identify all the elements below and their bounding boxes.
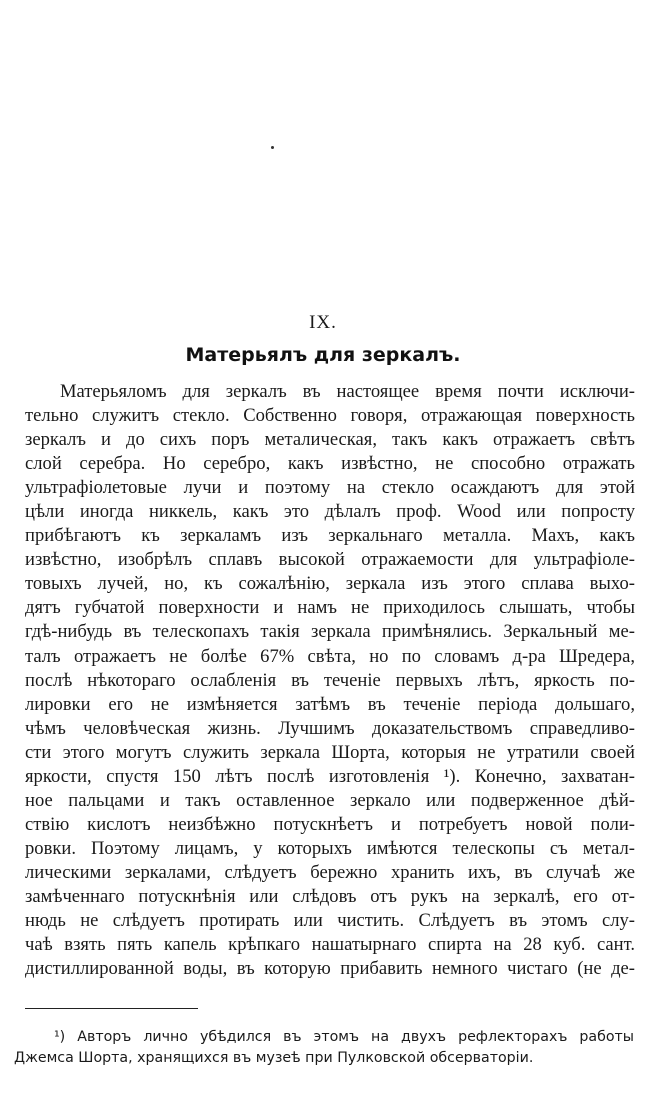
text-line: яркости, спустя 150 лѣтъ послѣ изготовленія ¹). Конечно, захватан- bbox=[25, 765, 635, 787]
text-line: дистиллированной воды, въ которую прибавить немного чистаго (не де- bbox=[25, 958, 635, 980]
text-line: дятъ губчатой поверхности и намъ не приходилось слышать, чтобы bbox=[25, 597, 635, 619]
text-line: лировки его не измѣняется затѣмъ въ теченіе періода дольшаго, bbox=[25, 693, 635, 715]
print-speck bbox=[271, 146, 274, 149]
text-line: прибѣгаютъ къ зеркаламъ изъ зеркальнаго металла. Махъ, какъ bbox=[25, 525, 635, 547]
footnote-line: ¹) Авторъ лично убѣдился въ этомъ на двухъ рефлекторахъ работы bbox=[54, 1029, 634, 1045]
footnote-line: Джемса Шорта, хранящихся въ музеѣ при Пулковской обсерваторіи. bbox=[14, 1050, 534, 1066]
text-line: Матерьяломъ для зеркалъ въ настоящее время почти исключи- bbox=[60, 381, 635, 402]
text-line: гдѣ-нибудь въ телескопахъ такія зеркала примѣнялись. Зеркальный ме- bbox=[25, 621, 635, 643]
body-text bbox=[25, 380, 635, 981]
text-line: нюдь не слѣдуетъ протирать или чистить. Слѣдуетъ въ этомъ слу- bbox=[25, 910, 635, 932]
footnote bbox=[14, 1027, 634, 1069]
text-line: товыхъ лучей, но, къ сожалѣнію, зеркала изъ этого сплава выхо- bbox=[25, 573, 635, 595]
text-line: лическими зеркалами, слѣдуетъ бережно хранить ихъ, въ случаѣ же bbox=[25, 861, 635, 883]
text-line: талъ отражаетъ не болѣе 67% свѣта, но по словамъ д-ра Шредера, bbox=[25, 645, 635, 667]
text-line: зеркалъ и до сихъ поръ металическая, такъ какъ отражаетъ свѣтъ bbox=[25, 429, 635, 451]
text-line: сти этого могутъ служить зеркала Шорта, которыя не утратили своей bbox=[25, 741, 635, 763]
text-line: чѣмъ человѣческая жизнь. Лучшимъ доказательствомъ справедливо- bbox=[25, 717, 635, 739]
text-line: тельно служитъ стекло. Собственно говоря, отражающая поверхность bbox=[25, 405, 635, 427]
chapter-number: IX. bbox=[309, 312, 337, 333]
text-line: цѣли иногда никкель, какъ это дѣлалъ проф. Wood или попросту bbox=[25, 501, 635, 523]
text-line: извѣстно, изобрѣлъ сплавъ высокой отражаемости для ультрафіоле- bbox=[25, 549, 635, 571]
chapter-title: Матерьялъ для зеркалъ. bbox=[185, 344, 461, 366]
text-line: замѣченнаго потускнѣнія или слѣдовъ отъ рукъ на зеркалѣ, его от- bbox=[25, 885, 635, 907]
text-line: слой серебра. Но серебро, какъ извѣстно, не способно отражать bbox=[25, 453, 635, 475]
text-line: послѣ нѣкотораго ослабленія въ теченіе первыхъ лѣтъ, яркость по- bbox=[25, 669, 635, 691]
text-line: ное пальцами и такъ оставленное зеркало или подверженное дѣй- bbox=[25, 789, 635, 811]
text-line: ровки. Поэтому лицамъ, у которыхъ имѣются телескопы съ метал- bbox=[25, 837, 635, 859]
text-line: ствію кислотъ неизбѣжно потускнѣетъ и потребуетъ новой поли- bbox=[25, 813, 635, 835]
footnote-rule bbox=[25, 1008, 198, 1009]
text-line: чаѣ взять пять капель крѣпкаго нашатырнаго спирта на 28 куб. сант. bbox=[25, 934, 635, 956]
text-line: ультрафіолетовые лучи и поэтому на стекло осаждаютъ для этой bbox=[25, 477, 635, 499]
